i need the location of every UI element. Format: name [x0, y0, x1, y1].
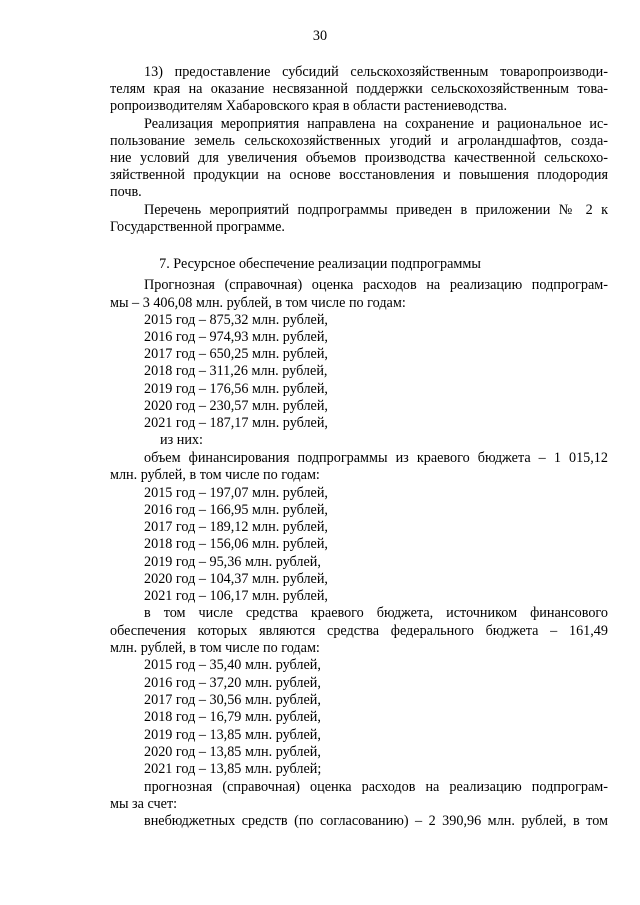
text-line: пользование земель сельскохозяйственных угодий и агроландшафтов, созда-: [110, 133, 608, 149]
text-line: ропроизводителям Хабаровского края в области растениеводства.: [110, 98, 508, 114]
year-line: 2015 год – 875,32 млн. рублей,: [144, 312, 328, 328]
text-line: в том числе средства краевого бюджета, источником финансового: [144, 605, 608, 621]
section-heading: 7. Ресурсное обеспечение реализации подпрограммы: [159, 256, 481, 272]
text-line: внебюджетных средств (по согласованию) – 2 390,96 млн. рублей, в том: [144, 813, 608, 829]
text-line: млн. рублей, в том числе по годам:: [110, 467, 320, 483]
year-line: 2017 год – 650,25 млн. рублей,: [144, 346, 328, 362]
year-line: 2020 год – 104,37 млн. рублей,: [144, 571, 328, 587]
year-line: 2016 год – 166,95 млн. рублей,: [144, 502, 328, 518]
text-line: почв.: [110, 184, 142, 200]
text-line: Прогнозная (справочная) оценка расходов на реализацию подпрограм-: [144, 277, 608, 293]
text-line: Перечень мероприятий подпрограммы приведен в приложении № 2 к: [144, 202, 608, 218]
text-line: из них:: [160, 432, 203, 448]
year-line: 2020 год – 230,57 млн. рублей,: [144, 398, 328, 414]
text-line: телям края на оказание несвязанной поддержки сельскохозяйственным това-: [110, 81, 608, 97]
year-line: 2016 год – 974,93 млн. рублей,: [144, 329, 328, 345]
year-line: 2018 год – 156,06 млн. рублей,: [144, 536, 328, 552]
text-line: млн. рублей, в том числе по годам:: [110, 640, 320, 656]
year-line: 2015 год – 35,40 млн. рублей,: [144, 657, 321, 673]
year-line: 2019 год – 176,56 млн. рублей,: [144, 381, 328, 397]
text-line: прогнозная (справочная) оценка расходов на реализацию подпрограм-: [144, 779, 608, 795]
year-line: 2020 год – 13,85 млн. рублей,: [144, 744, 321, 760]
year-line: 2019 год – 13,85 млн. рублей,: [144, 727, 321, 743]
year-line: 2015 год – 197,07 млн. рублей,: [144, 485, 328, 501]
year-line: 2017 год – 189,12 млн. рублей,: [144, 519, 328, 535]
year-line: 2019 год – 95,36 млн. рублей,: [144, 554, 321, 570]
text-line: обеспечения которых являются средства федерального бюджета – 161,49: [110, 623, 608, 639]
year-line: 2016 год – 37,20 млн. рублей,: [144, 675, 321, 691]
text-line: Реализация мероприятия направлена на сохранение и рациональное ис-: [144, 116, 608, 132]
year-line: 2021 год – 106,17 млн. рублей,: [144, 588, 328, 604]
year-line: 2021 год – 187,17 млн. рублей,: [144, 415, 328, 431]
page-number: 30: [312, 28, 328, 44]
text-line: ние условий для увеличения объемов производства качественной сельскохо-: [110, 150, 608, 166]
text-line: мы за счет:: [110, 796, 178, 812]
year-line: 2018 год – 16,79 млн. рублей,: [144, 709, 321, 725]
text-line: 13) предоставление субсидий сельскохозяйственным товаропроизводи-: [144, 64, 608, 80]
year-line: 2018 год – 311,26 млн. рублей,: [144, 363, 328, 379]
text-line: объем финансирования подпрограммы из краевого бюджета – 1 015,12: [144, 450, 608, 466]
text-line: зяйственной продукции на основе восстановления и повышения плодородия: [110, 167, 608, 183]
text-line: Государственной программе.: [110, 219, 285, 235]
year-line: 2021 год – 13,85 млн. рублей;: [144, 761, 322, 777]
text-line: мы – 3 406,08 млн. рублей, в том числе по годам:: [110, 295, 406, 311]
year-line: 2017 год – 30,56 млн. рублей,: [144, 692, 321, 708]
